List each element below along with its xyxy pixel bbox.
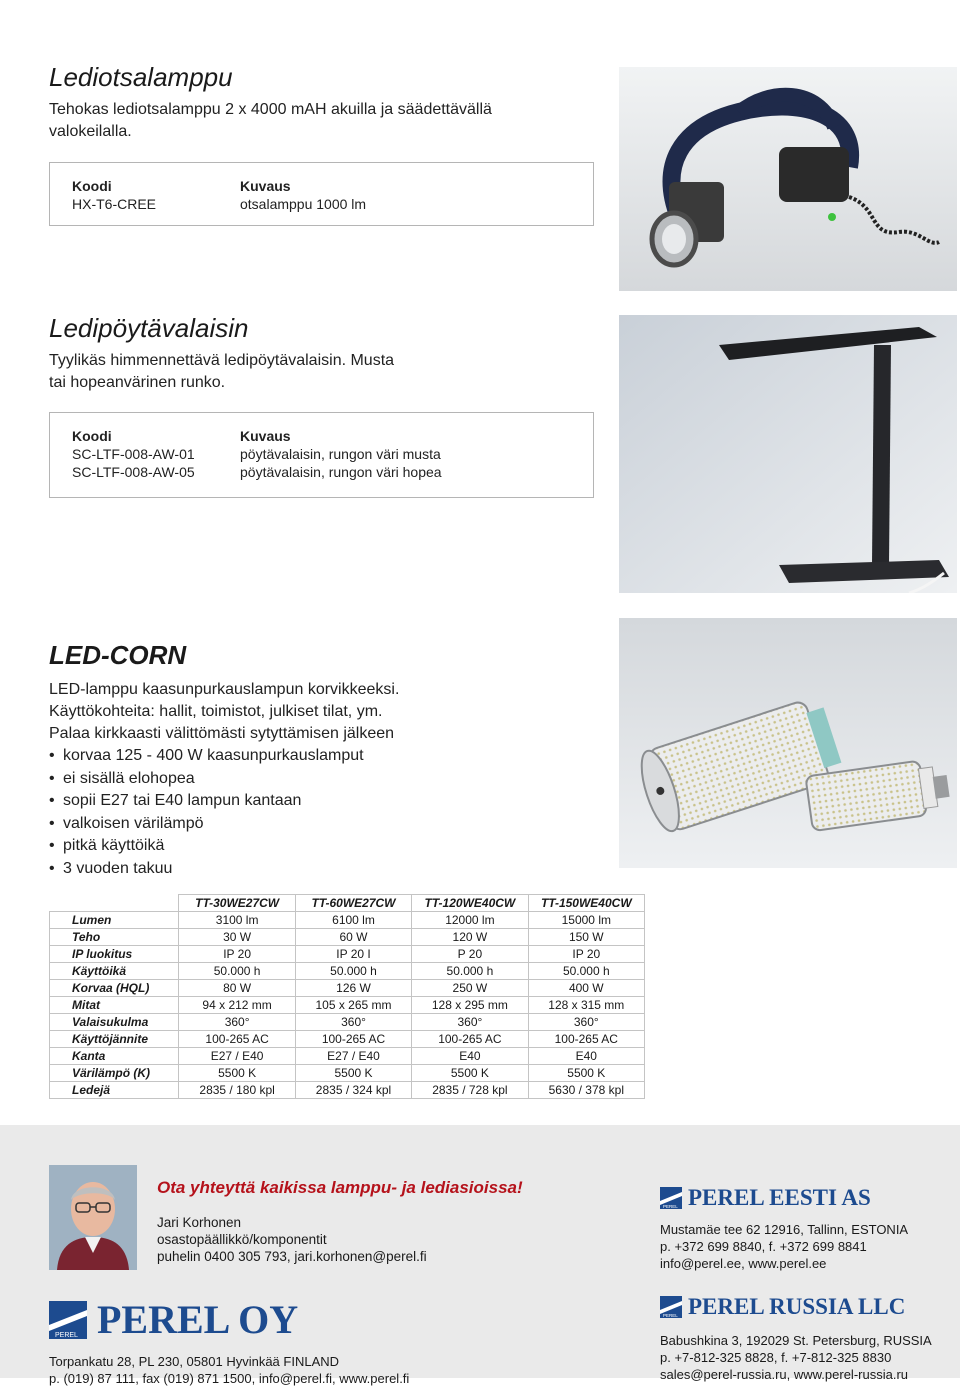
- product-description: pöytävalaisin, rungon väri musta: [240, 446, 441, 462]
- spec-header-row: [50, 895, 645, 912]
- cell: E27 / E40: [179, 1048, 295, 1065]
- cell: 360°: [412, 1014, 528, 1031]
- table-row: [50, 1048, 645, 1065]
- cell: 50.000 h: [295, 963, 411, 980]
- contact-phone-email: puhelin 0400 305 793, jari.korhonen@perel.fi: [157, 1249, 427, 1264]
- perel-logo-mark: [49, 1301, 87, 1339]
- description-header: Kuvaus: [240, 178, 291, 194]
- table-row: [50, 980, 645, 997]
- model-header: TT-120WE40CW: [412, 895, 528, 912]
- cell: IP 20: [179, 946, 295, 963]
- headlamp-title: Lediotsalamppu: [49, 62, 233, 92]
- cell: 50.000 h: [179, 963, 295, 980]
- table-row: [50, 1031, 645, 1048]
- headlamp-image: [619, 67, 957, 291]
- product-code: HX-T6-CREE: [72, 196, 157, 212]
- row-label: Mitat: [50, 997, 179, 1014]
- phone: p. +7-812-325 8828, f. +7-812-325 8830: [660, 1350, 892, 1365]
- perel-logo-icon: [49, 1301, 87, 1339]
- cell: 80 W: [179, 980, 295, 997]
- cell: 100-265 AC: [295, 1031, 411, 1048]
- table-row: [50, 1065, 645, 1082]
- ledcorn-section: [49, 640, 609, 880]
- code-header: Koodi: [72, 178, 112, 194]
- ledcorn-line: LED-lamppu kaasunpurkauslampun korvikkeeksi.: [49, 681, 400, 698]
- cell: 128 x 315 mm: [528, 997, 644, 1014]
- cell: 94 x 212 mm: [179, 997, 295, 1014]
- cell: 2835 / 324 kpl: [295, 1082, 411, 1099]
- person-photo: [49, 1165, 137, 1270]
- address: Babushkina 3, 192029 St. Petersburg, RUSSIA: [660, 1333, 932, 1348]
- row-label: Käyttöikä: [50, 963, 179, 980]
- perel-logo-text: PEREL: [55, 1331, 78, 1339]
- cell: 2835 / 180 kpl: [179, 1082, 295, 1099]
- cell: 360°: [528, 1014, 644, 1031]
- address: Mustamäe tee 62 12916, Tallinn, ESTONIA: [660, 1222, 909, 1237]
- cell: E27 / E40: [295, 1048, 411, 1065]
- perel-oy-name: PEREL OY: [97, 1297, 299, 1342]
- cell: 5500 K: [412, 1065, 528, 1082]
- spec-table: [49, 894, 645, 1099]
- cell: 120 W: [412, 929, 528, 946]
- perel-russia-logo: [660, 1294, 950, 1320]
- description-header: Kuvaus: [240, 428, 291, 444]
- model-header: TT-30WE27CW: [179, 895, 295, 912]
- web: sales@perel-russia.ru, www.perel-russia.ru: [660, 1367, 908, 1382]
- cell: 360°: [179, 1014, 295, 1031]
- cell: 105 x 265 mm: [295, 997, 411, 1014]
- perel-oy-logo: [49, 1296, 569, 1343]
- row-label: IP luokitus: [50, 946, 179, 963]
- cell: 3100 lm: [179, 912, 295, 929]
- model-header: TT-60WE27CW: [295, 895, 411, 912]
- cell: E40: [412, 1048, 528, 1065]
- web: info@perel.ee, www.perel.ee: [660, 1256, 827, 1271]
- product-description: pöytävalaisin, rungon väri hopea: [240, 464, 442, 480]
- perel-logo-text: PEREL: [663, 1204, 678, 1209]
- ledcorn-line: Palaa kirkkaasti välittömästi sytyttämisen jälkeen: [49, 725, 395, 742]
- desklamp-code-table: [72, 427, 500, 481]
- headlamp-description: Tehokas lediotsalamppu 2 x 4000 mAH akuilla ja säädettävällä valokeilalla.: [49, 101, 492, 140]
- contact-details: [157, 1214, 627, 1265]
- headlamp-infobox: [49, 162, 594, 226]
- product-description: otsalamppu 1000 lm: [240, 196, 367, 212]
- desklamp-description: Tyylikäs himmennettävä ledipöytävalaisin. Musta tai hopeanvärinen runko.: [49, 352, 395, 391]
- address: Torpankatu 28, PL 230, 05801 Hyvinkää FINLAND: [49, 1354, 340, 1369]
- cell: 5500 K: [528, 1065, 644, 1082]
- table-row: [50, 946, 645, 963]
- table-row: [50, 929, 645, 946]
- cell: 100-265 AC: [528, 1031, 644, 1048]
- code-header: Koodi: [72, 428, 112, 444]
- ledcorn-title: LED-CORN: [49, 640, 187, 670]
- table-row: [50, 912, 645, 929]
- cell: 100-265 AC: [412, 1031, 528, 1048]
- row-label: Ledejä: [50, 1082, 179, 1099]
- headlamp-section: [49, 62, 609, 143]
- headlamp-code-table: [72, 177, 500, 213]
- table-row: [50, 1014, 645, 1031]
- ledcorn-photo: [619, 618, 957, 868]
- contact-block: [157, 1178, 627, 1265]
- contact-headline: Ota yhteyttä kaikissa lamppu- ja lediasioissa!: [157, 1178, 523, 1197]
- desklamp-infobox: [49, 412, 594, 498]
- product-code: SC-LTF-008-AW-05: [72, 464, 195, 480]
- cell: 12000 lm: [412, 912, 528, 929]
- row-label: Käyttöjännite: [50, 1031, 179, 1048]
- perel-russia-name: PEREL RUSSIA LLC: [688, 1294, 906, 1319]
- row-label: Teho: [50, 929, 179, 946]
- cell: 150 W: [528, 929, 644, 946]
- row-label: Lumen: [50, 912, 179, 929]
- perel-russia-details: [660, 1332, 950, 1383]
- cell: 360°: [295, 1014, 411, 1031]
- ledcorn-image: [619, 618, 957, 868]
- perel-eesti-logo: [660, 1185, 950, 1211]
- cell: 250 W: [412, 980, 528, 997]
- table-row: [50, 1082, 645, 1099]
- cell: 60 W: [295, 929, 411, 946]
- perel-logo-icon: [660, 1296, 682, 1318]
- list-item: • valkoisen värilämpö: [49, 813, 609, 836]
- phone: p. +372 699 8840, f. +372 699 8841: [660, 1239, 867, 1254]
- list-item: • 3 vuoden takuu: [49, 858, 609, 881]
- contact-name: Jari Korhonen: [157, 1215, 242, 1230]
- cell: 5500 K: [295, 1065, 411, 1082]
- cell: 400 W: [528, 980, 644, 997]
- row-label: Kanta: [50, 1048, 179, 1065]
- spec-corner: [50, 895, 179, 912]
- cell: 5500 K: [179, 1065, 295, 1082]
- row-label: Värilämpö (K): [50, 1065, 179, 1082]
- cell: P 20: [412, 946, 528, 963]
- row-label: Korvaa (HQL): [50, 980, 179, 997]
- model-header: TT-150WE40CW: [528, 895, 644, 912]
- perel-logo-mark: [660, 1187, 682, 1209]
- perel-eesti-details: [660, 1221, 950, 1272]
- phone: p. (019) 87 111, fax (019) 871 1500, info@perel.fi, www.perel.fi: [49, 1371, 410, 1386]
- row-label: Valaisukulma: [50, 1014, 179, 1031]
- desklamp-image: [619, 315, 957, 593]
- product-code: SC-LTF-008-AW-01: [72, 446, 195, 462]
- perel-eesti-name: PEREL EESTI AS: [688, 1185, 871, 1210]
- contact-avatar: [49, 1165, 137, 1270]
- list-item: • korvaa 125 - 400 W kaasunpurkauslamput: [49, 745, 609, 768]
- list-item: • pitkä käyttöikä: [49, 835, 609, 858]
- perel-logo-icon: [660, 1187, 682, 1209]
- table-row: [50, 997, 645, 1014]
- cell: E40: [528, 1048, 644, 1065]
- perel-logo-text: PEREL: [663, 1313, 678, 1318]
- table-row: [50, 963, 645, 980]
- cell: 100-265 AC: [179, 1031, 295, 1048]
- cell: 50.000 h: [528, 963, 644, 980]
- cell: 126 W: [295, 980, 411, 997]
- desklamp-photo: [619, 315, 957, 593]
- perel-logo-mark: [660, 1296, 682, 1318]
- cell: 2835 / 728 kpl: [412, 1082, 528, 1099]
- perel-oy-block: [49, 1296, 569, 1387]
- cell: 30 W: [179, 929, 295, 946]
- cell: 5630 / 378 kpl: [528, 1082, 644, 1099]
- list-item: • sopii E27 tai E40 lampun kantaan: [49, 790, 609, 813]
- cell: 15000 lm: [528, 912, 644, 929]
- list-item: • ei sisällä elohopea: [49, 768, 609, 791]
- perel-russia-block: [660, 1294, 950, 1383]
- ledcorn-feature-list: [49, 745, 609, 880]
- perel-oy-details: [49, 1353, 569, 1387]
- cell: 6100 lm: [295, 912, 411, 929]
- ledcorn-line: Käyttökohteita: hallit, toimistot, julkiset tilat, ym.: [49, 703, 383, 720]
- headlamp-photo: [619, 67, 957, 291]
- cell: IP 20 I: [295, 946, 411, 963]
- ledcorn-intro: [49, 679, 609, 745]
- cell: 50.000 h: [412, 963, 528, 980]
- cell: IP 20: [528, 946, 644, 963]
- desklamp-title: Ledipöytävalaisin: [49, 313, 249, 343]
- cell: 128 x 295 mm: [412, 997, 528, 1014]
- contact-role: osastopäällikkö/komponentit: [157, 1232, 327, 1247]
- perel-eesti-block: [660, 1185, 950, 1272]
- desklamp-section: [49, 313, 609, 394]
